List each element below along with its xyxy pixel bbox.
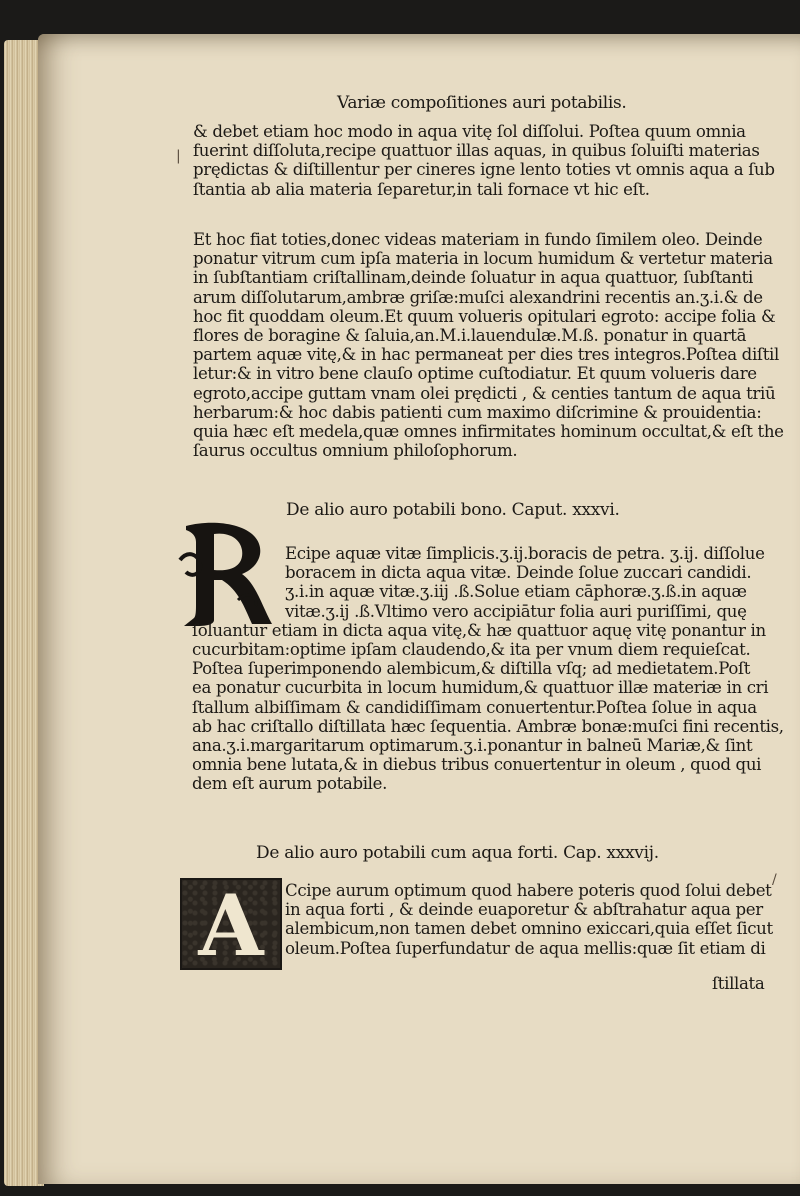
text-line: flores de boragine & ſaluia,an.M.i.lauendulæ.M.ß. ponatur in quartā xyxy=(193,326,747,346)
text-line: ſtantia ab alia materia ſeparetur,in tali fornace vt hic eſt. xyxy=(193,179,650,199)
text-line: cucurbitam:optime ipſam claudendo,& ita per vnum diem requieſcat. xyxy=(192,640,751,659)
initial-r-icon xyxy=(178,520,274,628)
text-line: letur:& in vitro bene clauſo optime cuſtodiatur. Et quum volueris dare xyxy=(193,364,757,384)
text-line: ſaurus occultus omnium philoſophorum. xyxy=(193,441,518,461)
chapter-36-indented-text xyxy=(285,544,765,621)
text-line: Ecipe aquæ vitæ ſimplicis.ʒ.ij.boracis de petra. ʒ.ij. diſſolue xyxy=(285,544,765,563)
running-head: Variæ compoſitiones auri potabilis. xyxy=(337,93,627,113)
text-line: Et hoc fiat toties,donec videas materiam in fundo ſimilem oleo. Deinde xyxy=(193,230,763,249)
text-line: in ſubſtantiam criſtallinam,deinde ſoluatur in aqua quattuor, ſubſtanti xyxy=(193,268,753,288)
chapter-36-title: De alio auro potabili bono. Caput. xxxvi. xyxy=(286,500,620,520)
text-line: herbarum:& hoc dabis patienti cum maximo diſcrimine & prouidentia: xyxy=(193,402,762,422)
text-line: & debet etiam hoc modo in aqua vitę ſol diſſolui. Poſtea quum omnia xyxy=(193,122,746,141)
text-line: arum diſſolutarum,ambræ griſæ:muſci alexandrini recentis an.ʒ.i.& de xyxy=(193,287,763,307)
text-line: in aqua forti , & deinde euaporetur & abſtrahatur aqua per xyxy=(285,900,763,920)
chapter-37-text xyxy=(285,881,773,958)
initial-a-letter: A xyxy=(198,876,264,975)
margin-mark: / xyxy=(772,872,777,888)
text-line: Poſtea ſuperimponendo alembicum,& diſtilla vſq; ad medietatem.Poſt xyxy=(192,659,751,679)
text-line: hoc fit quoddam oleum.Et quum volueris opitulari egroto: accipe folia & xyxy=(193,306,776,326)
margin-mark: | xyxy=(176,148,181,164)
text-line: alembicum,non tamen debet omnino exiccari,quia eſſet ſicut xyxy=(285,919,773,939)
text-line: ana.ʒ.i.margaritarum optimarum.ʒ.i.ponantur in balneū Mariæ,& ſint xyxy=(192,736,753,756)
text-line: ſtallum albiſſimam & candidiſſimam conuertentur.Poſtea ſolue in aqua xyxy=(192,697,757,717)
text-line: ea ponatur cucurbita in locum humidum,& quattuor illæ materiæ in cri xyxy=(192,678,769,698)
text-line: Ccipe aurum optimum quod habere poteris quod ſolui debet xyxy=(285,881,772,900)
decorated-initial-r xyxy=(178,520,274,628)
text-line: vitæ.ʒ.ij .ß.Vltimo vero accipiātur folia auri puriſſimi, quę xyxy=(285,601,747,621)
chapter-36-text xyxy=(192,640,784,794)
text-line: egroto,accipe guttam vnam olei prędicti , & centies tantum de aqua triū xyxy=(193,383,776,403)
text-line: oleum.Poſtea ſuperfundatur de aqua mellis:quæ ſit etiam di xyxy=(285,938,766,958)
text-line: ab hac criſtallo diſtillata hæc ſequentia. Ambræ bonæ:muſci fini recentis, xyxy=(192,716,784,736)
text-line: dem eſt aurum potabile. xyxy=(192,774,388,794)
text-line: ʒ.i.in aquæ vitæ.ʒ.iij .ß.Solue etiam cāphoræ.ʒ.ß.in aquæ xyxy=(285,582,747,602)
chapter-36-line-5: ſoluantur etiam in dicta aqua vitę,& hæ quattuor aquę vitę ponantur in xyxy=(192,621,766,640)
text-line: partem aquæ vitę,& in hac permaneat per dies tres integros.Poſtea diſtil xyxy=(193,345,779,365)
text-line: boracem in dicta aqua vitæ. Deinde ſolue zuccari candidi. xyxy=(285,563,752,583)
chapter-37-title: De alio auro potabili cum aqua forti. Cap. xxxvij. xyxy=(256,843,659,863)
catchword: ſtillata xyxy=(712,974,765,993)
decorated-initial-a xyxy=(180,876,282,975)
paragraph-1 xyxy=(193,122,775,199)
text-line: fuerint diſſoluta,recipe quattuor illas aquas, in quibus ſoluiſti materias xyxy=(193,141,760,161)
text-line: omnia bene lutata,& in diebus tribus conuertentur in oleum , quod qui xyxy=(192,755,762,775)
text-line: quia hæc eſt medela,quæ omnes infirmitates hominum occultat,& eſt the xyxy=(193,422,784,442)
paragraph-2 xyxy=(193,230,784,460)
text-line: prędictas & diſtillentur per cineres igne lento toties vt omnis aqua a ſub xyxy=(193,160,775,180)
text-line: ponatur vitrum cum ipſa materia in locum humidum & vertetur materia xyxy=(193,249,773,269)
